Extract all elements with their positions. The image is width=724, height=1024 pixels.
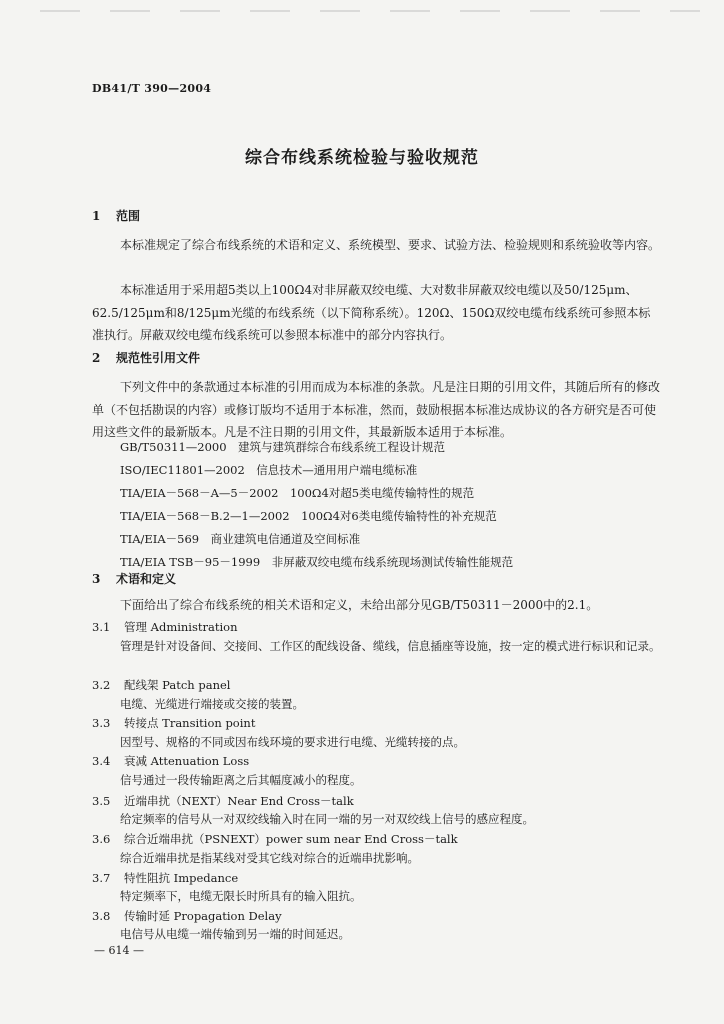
scan-artifact-line: [40, 10, 700, 12]
term-heading: [92, 908, 282, 924]
paragraph: 下面给出了综合布线系统的相关术语和定义，未给出部分见GB/T50311－2000中的2.1。: [120, 598, 599, 612]
term-definition: 管理是针对设备间、交接间、工作区的配线设备、缆线，信息插座等设施，按一定的模式进行标识和记录。: [120, 639, 661, 653]
term-number: 3.2: [92, 678, 111, 692]
term-heading: [92, 793, 354, 809]
term-definition: 信号通过一段传输距离之后其幅度减小的程度。: [120, 773, 362, 787]
term-definition: 给定频率的信号从一对双绞线输入时在同一端的另一对双绞线上信号的感应程度。: [120, 812, 534, 826]
term-heading: [92, 831, 458, 847]
term-name: 综合近端串扰（PSNEXT）power sum near End Cross－talk: [124, 832, 458, 846]
section-title: 规范性引用文件: [116, 351, 201, 365]
term-heading: [92, 715, 255, 731]
term-heading: [92, 619, 238, 635]
term-number: 3.1: [92, 620, 111, 634]
term-name: 近端串扰（NEXT）Near End Cross－talk: [124, 794, 354, 808]
section-number: 1: [92, 209, 101, 223]
section-heading-normative: [92, 349, 200, 366]
section-title: 术语和定义: [116, 572, 177, 586]
term-definition: 特定频率下，电缆无限长时所具有的输入阻抗。: [120, 889, 362, 903]
term-definition: 因型号、规格的不同或因布线环境的要求进行电缆、光缆转接的点。: [120, 735, 465, 749]
term-name: 管理 Administration: [124, 620, 238, 634]
page-number: — 614 —: [94, 944, 144, 957]
term-number: 3.8: [92, 909, 111, 923]
term-name: 衰减 Attenuation Loss: [124, 754, 250, 768]
term-name: 特性阻抗 Impedance: [124, 871, 239, 885]
term-heading: [92, 753, 249, 769]
reference-item: GB/T50311—2000 建筑与建筑群综合布线系统工程设计规范: [120, 440, 446, 454]
term-number: 3.7: [92, 871, 111, 885]
term-heading: [92, 677, 230, 693]
term-name: 配线架 Patch panel: [124, 678, 231, 692]
paragraph: 下列文件中的条款通过本标准的引用而成为本标准的条款。凡是注日期的引用文件，其随后所有的修改单（不包括勘误的内容）或修订版均不适用于本标准，然而，鼓励根据本标准达成协议的各方研究是否可使用这些文件的最新版本。凡是不注日期的引用文件，其最新版本适用于本标准。: [92, 380, 661, 439]
section-number: 2: [92, 351, 101, 365]
section-heading-scope: [92, 207, 140, 224]
term-definition: 电信号从电缆一端传输到另一端的时间延迟。: [120, 927, 350, 941]
term-number: 3.4: [92, 754, 111, 768]
document-title: 综合布线系统检验与验收规范: [245, 148, 479, 168]
reference-item: ISO/IEC11801—2002 信息技术—通用用户端电缆标准: [120, 463, 418, 477]
paragraph: 本标准适用于采用超5类以上100Ω4对非屏蔽双绞电缆、大对数非屏蔽双绞电缆以及50/125μm、62.5/125μm和8/125μm光缆的布线系统（以下简称系统）。120Ω、150Ω双绞电缆布线系统可参照本标准执行。屏蔽双绞电缆布线系统可以参照本标准中的部分内容执行。: [92, 283, 651, 342]
reference-item: TIA/EIA－568－A—5－2002 100Ω4对超5类电缆传输特性的规范: [120, 486, 475, 500]
section-heading-terms: [92, 570, 176, 587]
paragraph: 本标准规定了综合布线系统的术语和定义、系统模型、要求、试验方法、检验规则和系统验收等内容。: [120, 238, 661, 252]
section-number: 3: [92, 572, 101, 586]
term-heading: [92, 870, 238, 886]
reference-item: TIA/EIA－568－B.2—1—2002 100Ω4对6类电缆传输特性的补充规范: [120, 509, 497, 523]
section-title: 范围: [116, 209, 141, 223]
term-definition: 电缆、光缆进行端接或交接的装置。: [120, 697, 304, 711]
term-name: 传输时延 Propagation Delay: [124, 909, 282, 923]
reference-item: TIA/EIA－569 商业建筑电信通道及空间标准: [120, 532, 361, 546]
term-name: 转接点 Transition point: [124, 716, 256, 730]
term-number: 3.3: [92, 716, 111, 730]
term-number: 3.6: [92, 832, 111, 846]
standard-code: DB41/T 390—2004: [92, 82, 212, 95]
reference-item: TIA/EIA TSB－95－1999 非屏蔽双绞电缆布线系统现场测试传输性能规范: [120, 555, 514, 569]
term-number: 3.5: [92, 794, 111, 808]
term-definition: 综合近端串扰是指某线对受其它线对综合的近端串扰影响。: [120, 851, 419, 865]
